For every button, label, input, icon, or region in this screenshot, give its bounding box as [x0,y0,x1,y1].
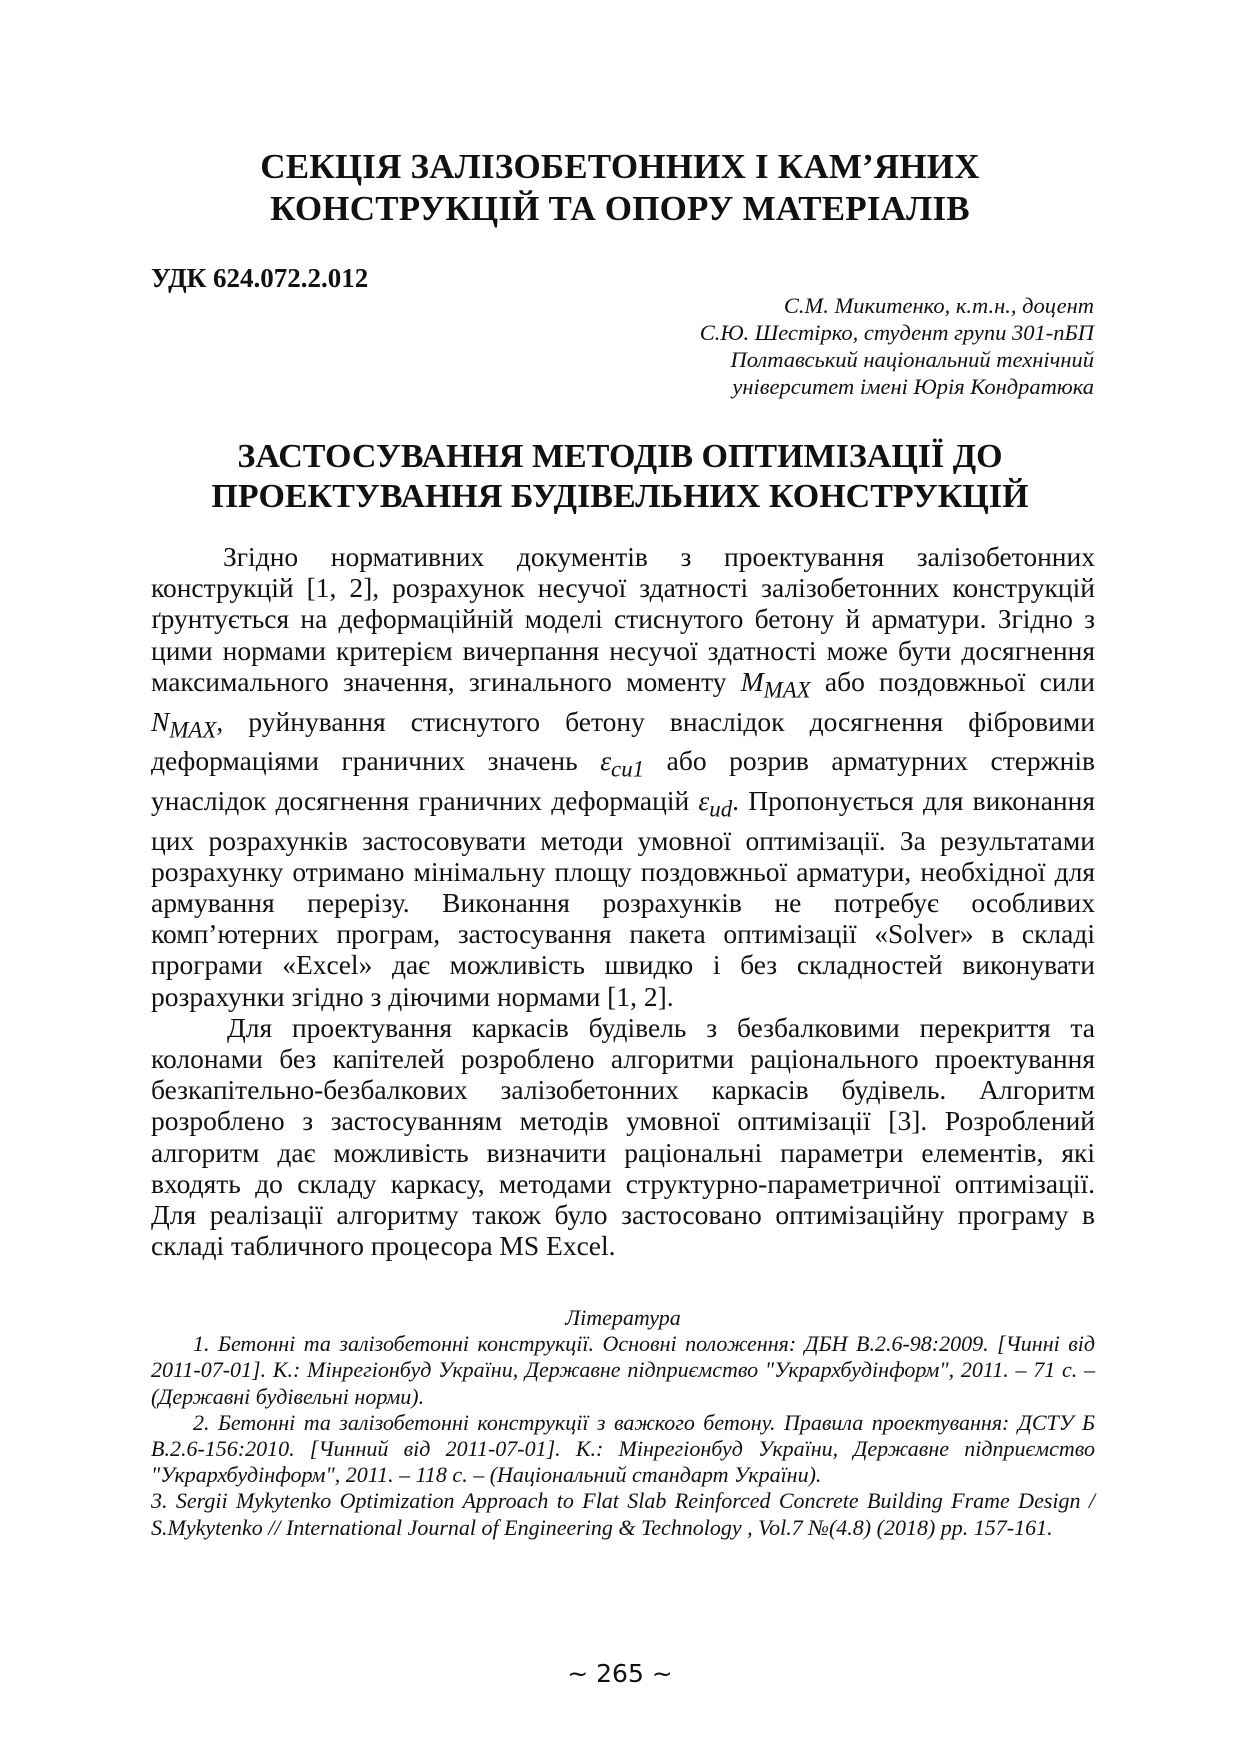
page-number: ~ 265 ~ [567,1659,673,1688]
affiliation-line-1: Полтавський національний технічний [730,347,1094,372]
paragraph-1-part-5: . Пропонується для виконання цих розрахунків застосовувати методи умовної оптимізації. За результатами розрахунку отримано мінімальну площу поздовжньої арматури, необхідної для армування перерізу. Виконання розрахунків не потребує особливих комп’ютерних програм, застосування пакета оптимізації «Solver» в складі програми «Excel» дає можливість швидко і без складностей виконувати розрахунки згідно з діючими нормами [1, 2]. [151,784,1096,1012]
symbol-n-max-sub: MAX [169,717,217,743]
paragraph-1-part-3: , руйнування стиснутого бетону внаслідок досягнення фібровими деформаціями граничних значень [151,705,1095,777]
article-body [151,541,1095,1261]
reference-item-2: 2. Бетонні та залізобетонні конструкції з важкого бетону. Правила проектування: ДСТУ Б В.2.6-156:2010. [Чинний від 2011-07-01]. К.: Мінрегіонбуд України, Державне підприємство "Укрархбудінформ", 2011. – 118 с. – (Національний стандарт України). [151,1409,1095,1488]
section-title [150,146,1090,230]
symbol-m-max [740,665,811,703]
authors-block [500,292,1094,400]
references-title: Література [565,1305,681,1330]
symbol-eps-ud-base: ε [698,784,710,816]
article-title [150,437,1090,517]
section-title-line-1: СЕКЦІЯ ЗАЛІЗОБЕТОННИХ І КАМ’ЯНИХ [260,147,980,186]
paragraph-1-part-4: або розрив арматурних стержнів унаслідок досягнення граничних деформацій [151,745,1096,816]
symbol-eps-cu1-sub: cu1 [611,756,645,782]
symbol-n-max [151,705,217,743]
section-title-line-2: КОНСТРУКЦІЙ ТА ОПОРУ МАТЕРІАЛІВ [270,189,970,228]
author-line-1: С.М. Микитенко, к.т.н., доцент [783,293,1094,318]
references-section [151,1305,1095,1541]
reference-item-1: 1. Бетонні та залізобетонні конструкції. Основні положення: ДБН В.2.6-98:2009. [Чинні від 2011-07-01]. К.: Мінрегіонбуд України, Державне підприємство "Укрархбудінформ", 2011. – 71 с. – (Державні будівельні норми). [151,1331,1095,1409]
paragraph-1-part-1: Згідно нормативних документів з проектування залізобетонних конструкцій [1, 2], розрахунок несучої здатності залізобетонних конструкцій ґрунтується на деформаційній моделі стиснутого бетону й арматури. Згідно з цими нормами критерієм вичерпання несучої здатності може бути досягнення максимального значення, згинального моменту [151,541,1095,697]
article-title-line-2: ПРОЕКТУВАННЯ БУДІВЕЛЬНИХ КОНСТРУКЦІЙ [211,478,1029,515]
symbol-eps-ud-sub: ud [709,796,733,822]
symbol-eps-cu1-base: ε [600,745,612,777]
paragraph-1-part-2: або поздовжньої сили [824,665,1096,697]
symbol-eps-cu1 [600,745,645,782]
affiliation-line-2: університет імені Юрія Кондратюка [732,374,1094,399]
author-line-2: С.Ю. Шестірко, студент групи 301-пБП [699,320,1094,345]
symbol-m-max-sub: MAX [763,677,811,703]
udk-code: УДК 624.072.2.012 [151,263,369,293]
body-paragraph-2: Для проектування каркасів будівель з безбалковими перекриття та колонами без капітелей розроблено алгоритми раціонального проектування безкапітельно-безбалкових залізобетонних каркасів будівель. Алгоритм розроблено з застосуванням методів умовної оптимізації [3]. Розроблений алгоритм дає можливість визначити раціональні параметри елементів, які входять до складу каркасу, методами структурно-параметричної оптимізації. Для реалізації алгоритму також було застосовано оптимізаційну програму в складі табличного процесора MS Excel. [151,1011,1095,1262]
symbol-m-max-base: M [740,665,764,697]
reference-item-3: 3. Sergii Mykytenko Optimization Approach to Flat Slab Reinforced Concrete Building Frame Design / S.Mykytenko // International Journal of Engineering & Technology , Vol.7 №(4.8) (2018) pp. 157-161. [151,1488,1095,1540]
symbol-n-max-base: N [151,705,170,737]
symbol-eps-ud [698,784,733,822]
body-paragraph-1 [151,541,1095,1012]
article-title-line-1: ЗАСТОСУВАННЯ МЕТОДІВ ОПТИМІЗАЦІЇ ДО [237,438,1003,475]
